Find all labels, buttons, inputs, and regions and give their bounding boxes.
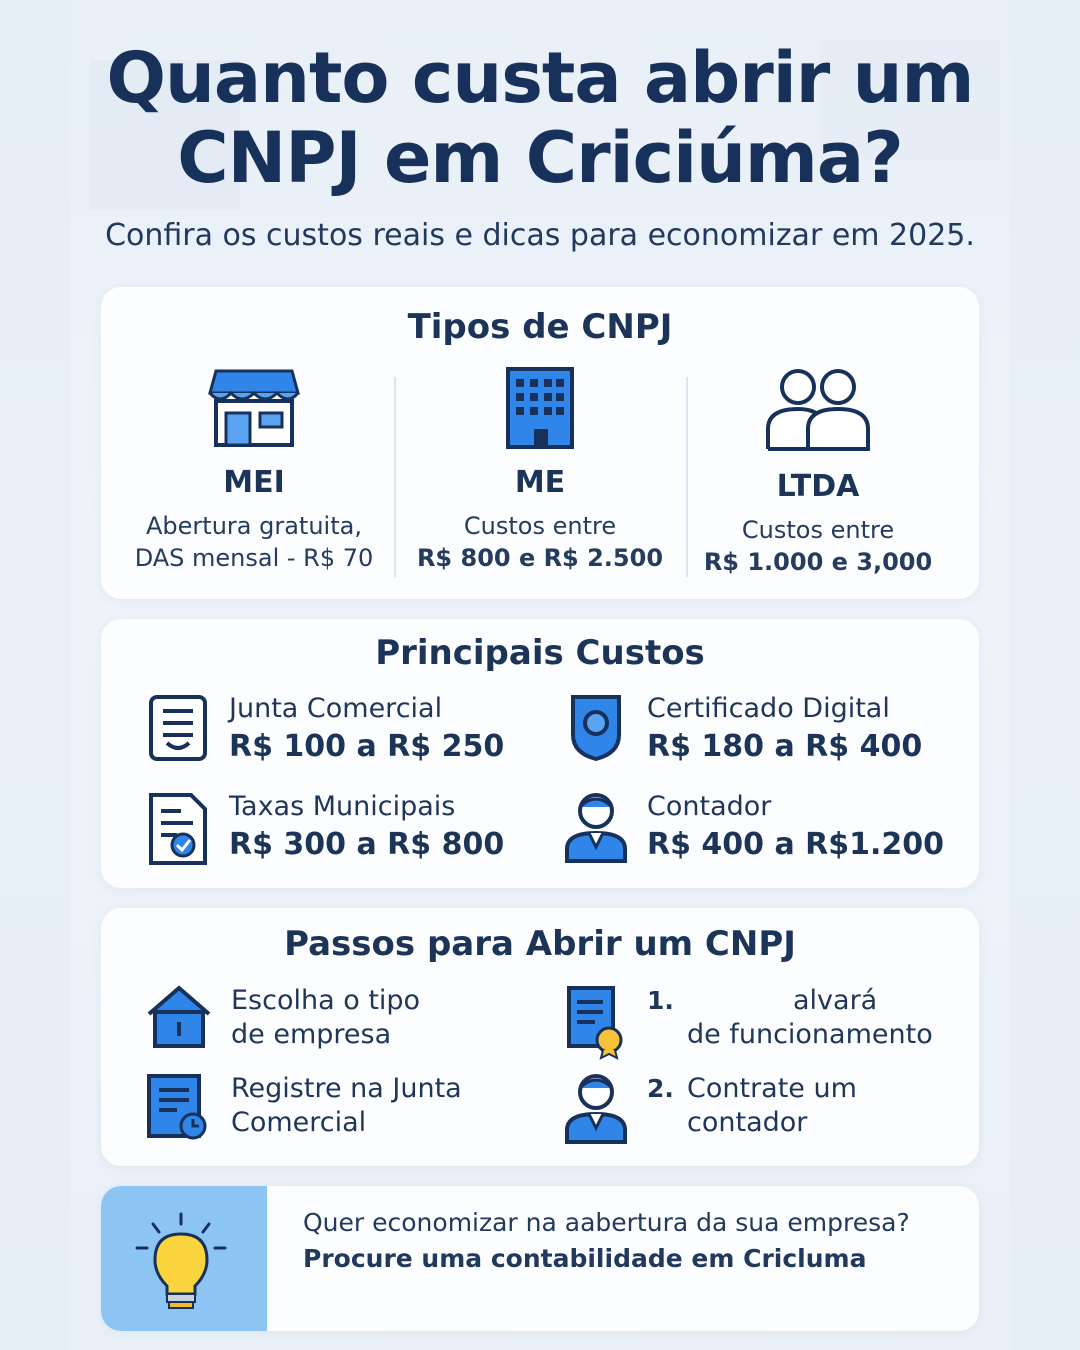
tip-question: Quer economizar na aabertura da sua empresa? <box>303 1208 910 1237</box>
step-registre-junta <box>145 1072 535 1148</box>
step-text <box>231 984 420 1052</box>
type-mei <box>109 367 399 572</box>
shield-icon <box>565 693 627 763</box>
cost-label: Contador <box>647 791 772 822</box>
document-icon <box>147 693 209 763</box>
type-desc-mei-2: DAS mensal - R$ 70 <box>134 544 374 572</box>
accountant-icon <box>565 1072 627 1144</box>
step-line-1: alvará <box>793 985 878 1016</box>
accountant-icon <box>565 791 627 863</box>
type-name-mei: MEI <box>223 465 285 500</box>
cost-value: R$ 100 a R$ 250 <box>229 729 505 764</box>
tip-card <box>101 1186 979 1331</box>
house-icon <box>145 984 213 1050</box>
certificate-icon <box>565 984 627 1060</box>
types-title: Tipos de CNPJ <box>407 307 673 347</box>
cost-value: R$ 400 a R$1.200 <box>647 827 945 862</box>
step-number: 1. <box>647 986 674 1015</box>
steps-title: Passos para Abrir um CNPJ <box>284 924 796 964</box>
step-line-2: Comercial <box>231 1107 367 1138</box>
page-subtitle: Confira os custos reais e dicas para economizar em 2025. <box>105 218 975 253</box>
cost-certificado-digital <box>565 693 945 773</box>
title-line-2: CNPJ em Criciúma? <box>177 117 903 199</box>
type-desc-ltda-1: Custos entre <box>741 516 895 544</box>
checked-document-icon <box>147 791 209 867</box>
type-desc-ltda-2: R$ 1.000 e 3,000 <box>703 548 933 576</box>
type-desc-me-2: R$ 800 e R$ 2.500 <box>416 544 664 572</box>
form-clock-icon <box>145 1072 209 1142</box>
partners-icon <box>764 367 872 453</box>
page-title <box>0 38 1080 198</box>
step-line-1: Registre na Junta <box>231 1073 462 1104</box>
step-text <box>687 984 933 1052</box>
cost-label: Taxas Municipais <box>229 791 456 822</box>
cost-junta-comercial <box>147 693 527 773</box>
title-line-1: Quanto custa abrir um <box>106 37 974 119</box>
step-text <box>687 1072 857 1140</box>
steps-card <box>101 908 979 1166</box>
type-ltda <box>673 367 963 576</box>
cost-value: R$ 300 a R$ 800 <box>229 827 505 862</box>
step-line-2: de funcionamento <box>687 1019 933 1050</box>
type-name-me: ME <box>514 465 566 500</box>
cost-value: R$ 180 a R$ 400 <box>647 729 923 764</box>
costs-title: Principais Custos <box>375 633 705 673</box>
type-me <box>395 367 685 572</box>
storefront-icon <box>208 367 300 449</box>
step-contrate-contador <box>565 1072 965 1148</box>
step-text <box>231 1072 462 1140</box>
step-line-2: contador <box>687 1107 808 1138</box>
costs-card <box>101 619 979 888</box>
step-line-2: de empresa <box>231 1019 392 1050</box>
cost-label: Certificado Digital <box>647 693 890 724</box>
step-number: 2. <box>647 1074 674 1103</box>
building-icon <box>494 367 586 449</box>
type-name-ltda: LTDA <box>776 469 860 504</box>
types-card <box>101 287 979 599</box>
step-line-1: Escolha o tipo <box>231 985 421 1016</box>
step-alvara <box>565 984 965 1060</box>
cost-contador <box>565 791 945 871</box>
step-line-1: Contrate um <box>687 1073 857 1104</box>
cost-taxas-municipais <box>147 791 527 871</box>
type-desc-me-1: Custos entre <box>463 512 617 540</box>
type-desc-mei-1: Abertura gratuita, <box>146 512 362 540</box>
step-escolha-tipo <box>145 984 535 1060</box>
cost-label: Junta Comercial <box>229 693 443 724</box>
lightbulb-icon <box>101 1186 267 1331</box>
tip-answer: Procure uma contabilidade em Cricluma <box>303 1244 867 1273</box>
tip-icon-panel <box>101 1186 267 1331</box>
